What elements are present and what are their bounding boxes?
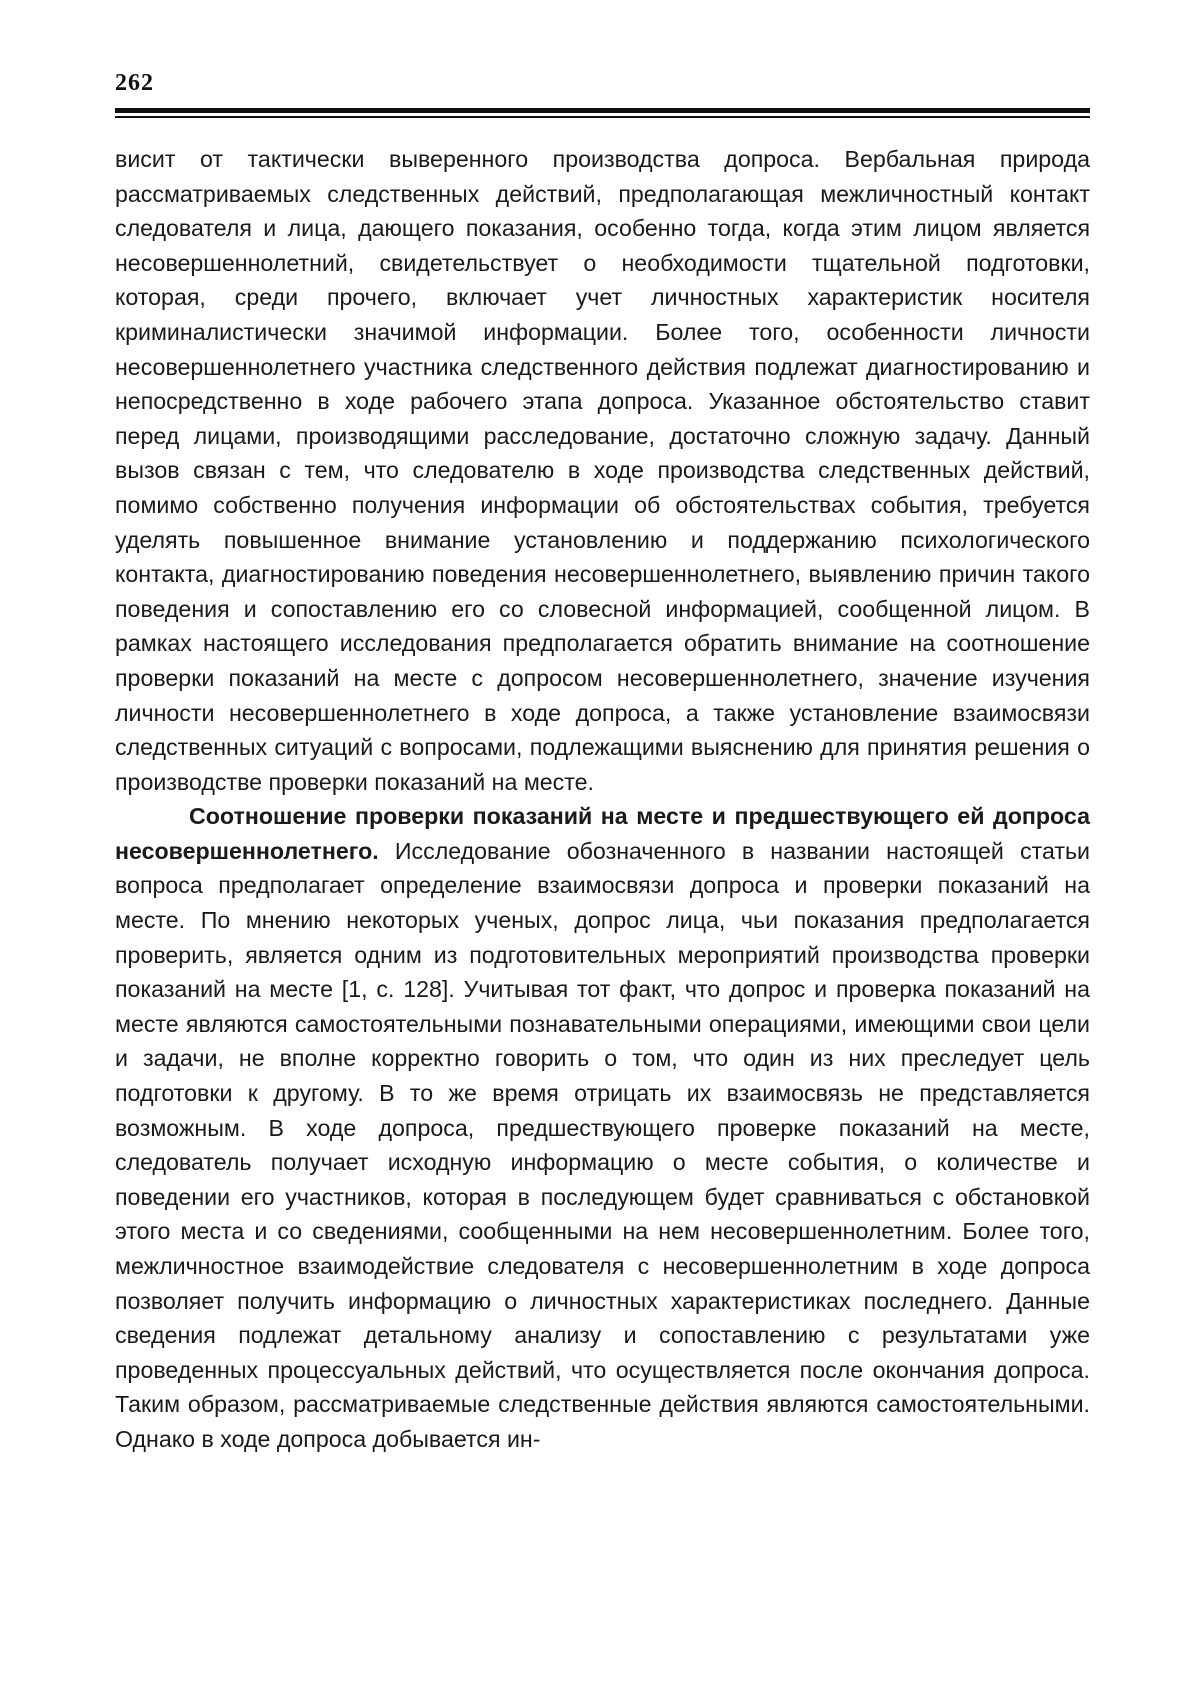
paragraph-section: [115, 799, 1090, 1456]
header-rule: [115, 108, 1090, 113]
header-rule-thin: [115, 116, 1090, 118]
section-heading-inline: Соотношение проверки показаний на месте и предшествующего ей допроса несовершеннолетнего.: [115, 803, 1090, 864]
paragraph-continuation: висит от тактически выверенного производства допроса. Вербальная природа рассматриваемых следственных действий, предполагающая межличностный контакт следователя и лица, дающего показания, особенно тогда, когда этим лицом является несовершеннолетний, свидетельствует о необходимости тщательной подготовки, которая, среди прочего, включает учет личностных характеристик носителя криминалистически значимой информации. Более того, особенности личности несовершеннолетнего участника следственного действия подлежат диагностированию и непосредственно в ходе рабочего этапа допроса. Указанное обстоятельство ставит перед лицами, производящими расследование, достаточно сложную задачу. Данный вызов связан с тем, что следователю в ходе производства следственных действий, помимо собственно получения информации об обстоятельствах события, требуется уделять повышенное внимание установлению и поддержанию психологического контакта, диагностированию поведения несовершеннолетнего, выявлению причин такого поведения и сопоставлению его со словесной информацией, сообщенной лицом. В рамках настоящего исследования предполагается обратить внимание на соотношение проверки показаний на месте с допросом несовершеннолетнего, значение изучения личности несовершеннолетнего в ходе допроса, а также установление взаимосвязи следственных ситуаций с вопросами, подлежащими выяснению для принятия решения о производстве проверки показаний на месте.: [115, 146, 1090, 795]
page-number: 262: [115, 70, 154, 96]
paragraph-section-text: Исследование обозначенного в названии настоящей статьи вопроса предполагает определение взаимосвязи допроса и проверки показаний на месте. По мнению некоторых ученых, допрос лица, чьи показания предполагается проверить, является одним из подготовительных мероприятий производства проверки показаний на месте [1, с. 128]. Учитывая тот факт, что допрос и проверка показаний на месте являются самостоятельными познавательными операциями, имеющими свои цели и задачи, не вполне корректно говорить о том, что один из них преследует цель подготовки к другому. В то же время отрицать их взаимосвязь не представляется возможным. В ходе допроса, предшествующего проверке показаний на месте, следователь получает исходную информацию о месте события, о количестве и поведении его участников, которая в последующем будет сравниваться с обстановкой этого места и со сведениями, сообщенными на нем несовершеннолетним. Более того, межличностное взаимодействие следователя с несовершеннолетним в ходе допроса позволяет получить информацию о личностных характеристиках последнего. Данные сведения подлежат детальному анализу и сопоставлению с результатами уже проведенных процессуальных действий, что осуществляется после окончания допроса. Таким образом, рассматриваемые следственные действия являются самостоятельными. Однако в ходе допроса добывается ин-: [115, 837, 1090, 1452]
body-text: [115, 142, 1090, 1457]
